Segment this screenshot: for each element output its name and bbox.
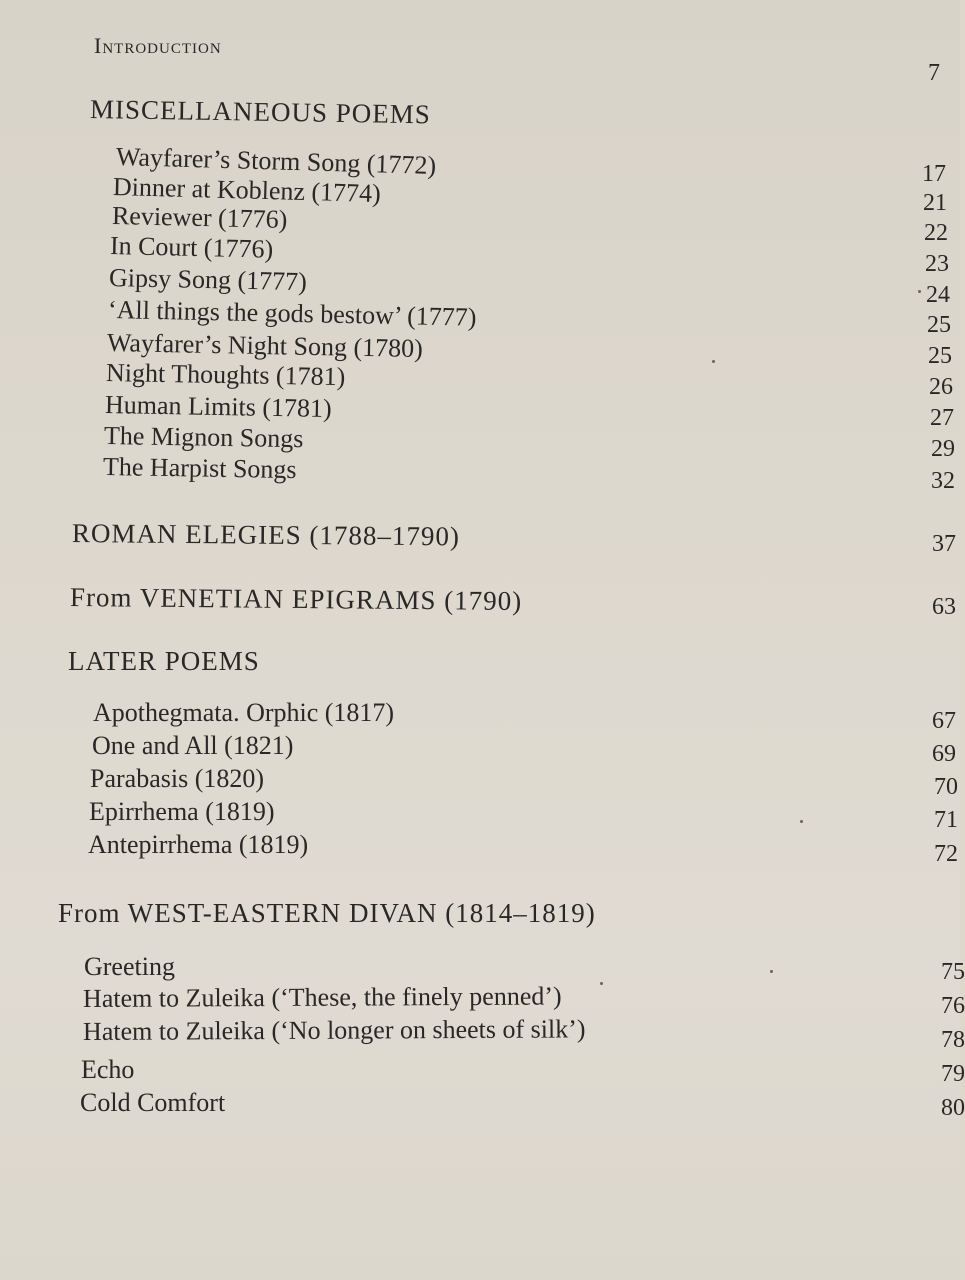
toc-page-number: 21 (923, 190, 947, 216)
toc-page-number: 29 (931, 436, 955, 462)
toc-page-number: 76 (941, 993, 965, 1019)
toc-entry: The Mignon Songs (103, 421, 304, 454)
paper-speck (918, 290, 921, 293)
toc-entry: Cold Comfort (80, 1088, 226, 1117)
toc-page-number: 80 (941, 1095, 965, 1121)
toc-page-number: 69 (932, 741, 956, 767)
toc-entry: Wayfarer’s Night Song (1780) (106, 328, 424, 364)
toc-page-number: 72 (934, 841, 958, 867)
toc-page-number: 25 (928, 343, 952, 369)
toc-roman-elegies-page: 37 (932, 531, 956, 557)
toc-entry: In Court (1776) (109, 231, 274, 264)
toc-entry: Echo (81, 1055, 135, 1084)
toc-entry: Wayfarer’s Storm Song (1772) (115, 142, 437, 180)
toc-entry: Gipsy Song (1777) (108, 263, 308, 297)
toc-page-number: 26 (929, 374, 953, 400)
paper-speck (770, 970, 773, 973)
toc-entry: Epirrhema (1819) (89, 797, 275, 826)
toc-page-number: 71 (934, 807, 958, 833)
toc-entry: Antepirrhema (1819) (88, 830, 309, 859)
toc-entry: Apothegmata. Orphic (1817) (93, 698, 395, 727)
toc-page-number: 24 (926, 282, 950, 308)
toc-page-number: 32 (931, 468, 955, 494)
section-heading-roman-elegies: ROMAN ELEGIES (1788–1790) (71, 518, 461, 552)
toc-entry: Reviewer (1776) (111, 201, 288, 234)
toc-page-number: 79 (941, 1061, 965, 1087)
toc-page-number: 78 (941, 1027, 965, 1053)
toc-page-number: 17 (922, 161, 946, 187)
toc-venetian-epigrams-page: 63 (932, 594, 956, 620)
toc-entry: One and All (1821) (92, 731, 294, 760)
paper-speck (600, 982, 603, 985)
toc-page-number: 27 (930, 405, 954, 431)
section-heading-later-poems: LATER POEMS (68, 646, 260, 676)
section-heading-venetian-epigrams: From VENETIAN EPIGRAMS (1790) (69, 582, 523, 616)
toc-page-number: 22 (924, 220, 948, 246)
toc-page-number: 23 (925, 251, 949, 277)
section-heading-miscellaneous: MISCELLANEOUS POEMS (89, 94, 431, 130)
toc-entry: Human Limits (1781) (104, 390, 332, 423)
toc-entry: The Harpist Songs (102, 452, 297, 485)
toc-entry: Dinner at Koblenz (1774) (112, 172, 382, 209)
toc-entry: Greeting (84, 952, 175, 981)
toc-page-number: 25 (927, 312, 951, 338)
toc-entry: Parabasis (1820) (90, 764, 265, 793)
toc-entry: Night Thoughts (1781) (105, 358, 346, 392)
toc-entry: ‘All things the gods bestow’ (1777) (107, 295, 477, 332)
toc-page-number: 70 (934, 774, 958, 800)
paper-speck (712, 360, 715, 363)
section-heading-west-eastern-divan: From WEST-EASTERN DIVAN (1814–1819) (58, 898, 596, 928)
toc-introduction: Introduction (94, 33, 222, 58)
toc-page-number: 75 (941, 959, 965, 985)
paper-speck (800, 820, 803, 823)
toc-entry: Hatem to Zuleika (‘These, the finely penned’) (82, 981, 562, 1013)
toc-entry: Hatem to Zuleika (‘No longer on sheets of silk’) (82, 1014, 586, 1046)
toc-introduction-page: 7 (928, 60, 940, 86)
toc-page-number: 67 (932, 708, 956, 734)
